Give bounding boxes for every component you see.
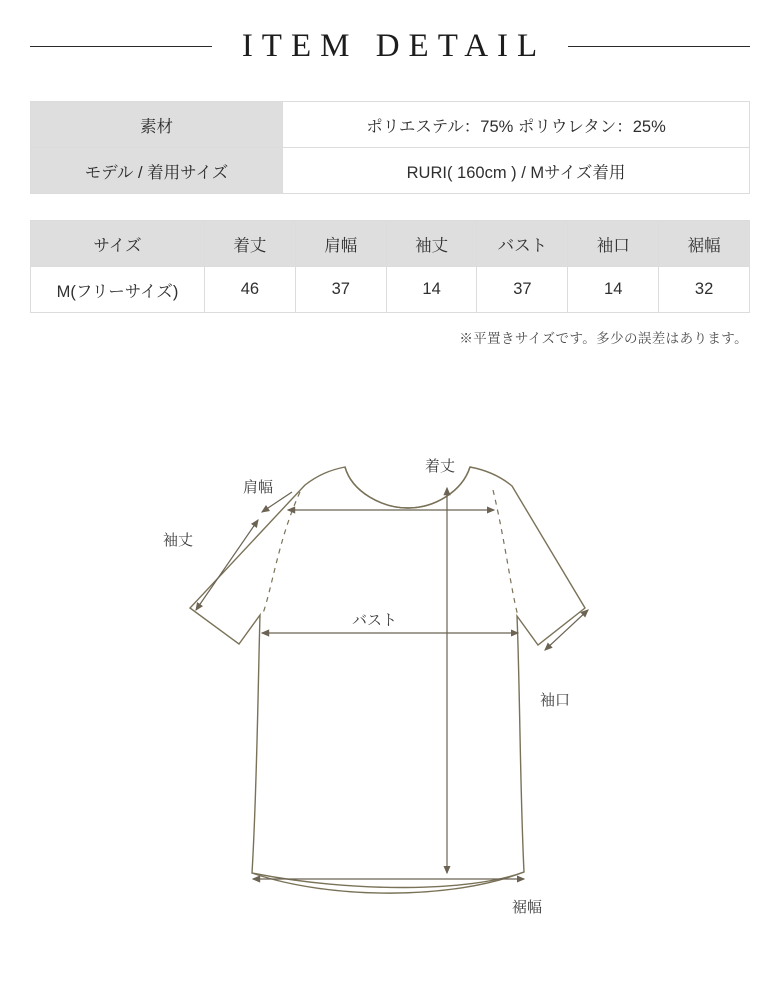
size-header-length: 着丈: [205, 221, 296, 267]
size-header-shoulder: 肩幅: [295, 221, 386, 267]
spec-label-model: モデル / 着用サイズ: [31, 148, 283, 194]
size-cell-cuff: 14: [568, 267, 659, 313]
garment-outline-icon: [190, 467, 585, 893]
size-header-cuff: 袖口: [568, 221, 659, 267]
diagram-label-hem: 裾幅: [512, 899, 543, 916]
spec-table: [30, 101, 750, 194]
diagram-label-sleeve-length: 袖丈: [163, 532, 194, 549]
page-title: ITEM DETAIL: [241, 28, 547, 64]
size-header-bust: バスト: [477, 221, 568, 267]
garment-measurement-diagram: [0, 430, 780, 970]
size-cell-bust: 37: [477, 267, 568, 313]
header-rule-right: [568, 46, 750, 47]
diagram-label-shoulder: 肩幅: [243, 479, 274, 496]
size-table: [30, 220, 750, 313]
table-row: [31, 102, 750, 148]
diagram-label-bust: バスト: [352, 612, 398, 629]
size-cell-size: M(フリーサイズ): [31, 267, 205, 313]
diagram-label-cuff: 袖口: [540, 692, 571, 709]
size-cell-length: 46: [205, 267, 296, 313]
table-row: [31, 148, 750, 194]
spec-value-material: ポリエステル：75% ポリウレタン：25%: [283, 102, 750, 148]
size-cell-shoulder: 37: [295, 267, 386, 313]
size-cell-hem: 32: [659, 267, 750, 313]
spec-table-wrap: [30, 101, 750, 194]
size-note: ※平置きサイズです。多少の誤差はあります。: [459, 331, 748, 346]
table-row: [31, 267, 750, 313]
size-header-sleeve: 袖丈: [386, 221, 477, 267]
diagram-label-length: 着丈: [425, 458, 456, 475]
page-header: [0, 0, 780, 63]
spec-label-material: 素材: [31, 102, 283, 148]
spec-value-model: RURI( 160cm ) / Mサイズ着用: [283, 148, 750, 194]
size-header-size: サイズ: [31, 221, 205, 267]
table-header-row: [31, 221, 750, 267]
header-rule-left: [30, 46, 212, 47]
size-table-wrap: [30, 220, 750, 313]
size-header-hem: 裾幅: [659, 221, 750, 267]
size-cell-sleeve: 14: [386, 267, 477, 313]
